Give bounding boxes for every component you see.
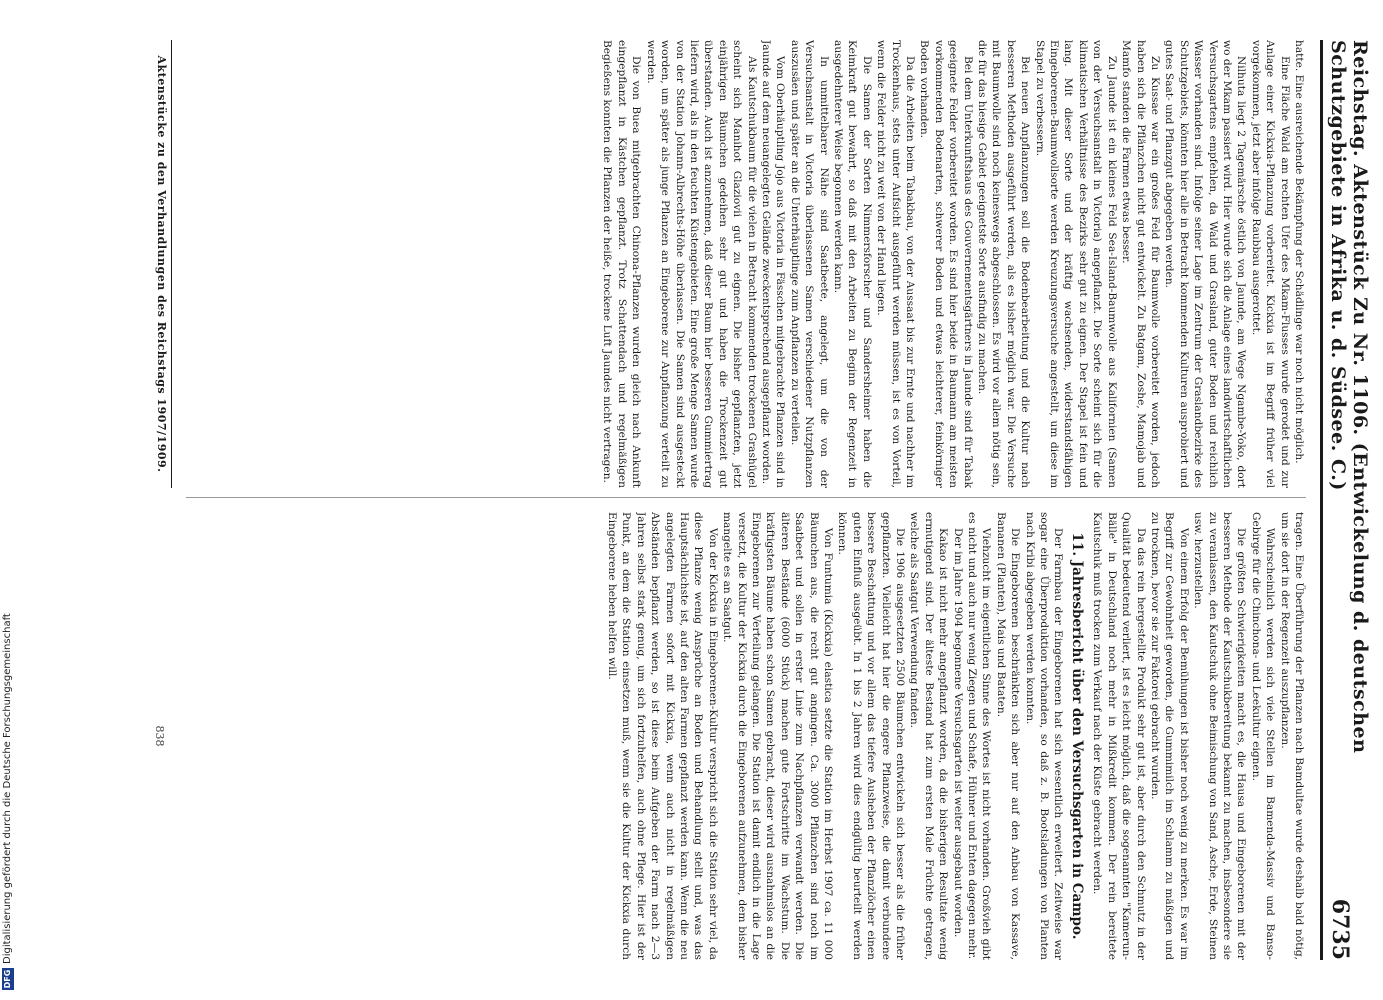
header-title: Reichstag. Aktenstück Zu Nr. 1106. (Entwickelung d. deutschen Schutzgebiete in Afrika u. d. Südsee. C.) <box>1327 40 1371 754</box>
paragraph: Als Kautschukbaum für die vielen in Betracht kommenden trockenen Grashügel scheint sich Manihot Glaziovii gut zu eignen. Die bisher gepflanzten, jetzt einjährigen Bäumchen gedeihen sehr gut und haben die Trockenzeit gut überstanden. Auch ist anzunehmen, daß dieser Baum hier besseren Gummiertrag liefern wird, als in den feuchten Küstengebieten. Eine große Menge Samen wurde von der Station Johann-Albrechts-Höhe überlassen. Die Samen sind ausgesteckt worden, um später als junge Pflanzen an Eingeborene zur Anpflanzung verteilt zu werden. <box>644 40 758 488</box>
paragraph: Der Farmbau der Eingeborenen hat sich wesentlich erweitert. Zeitweise war sogar eine Überproduktion vorhanden, so daß z. B. Bootsladungen von Planten nach Kribi abgegeben werden konnten. <box>1023 512 1065 960</box>
paragraph: Die 1906 ausgesetzten 2500 Bäumchen entwickeln sich besser als die früher gepflanzten. Vielleicht hat hier die engere Pflanzweise, die damit verbundene bessere Beschattung und vor allem das tiefere Ausheben der Pflanzlöcher einen guten Einfluß ausgeübt. In 1 bis 2 Jahren wird dies endgültig beurteilt werden können. <box>836 512 907 960</box>
paragraph: Die Eingeborenen beschränkten sich aber nur auf den Anbau von Kassave, Bananen (Planten), Mais und Bataten. <box>994 512 1022 960</box>
paragraph: Von Funtumia (Kickxia) elastica setzte die Station im Herbst 1907 ca. 11 000 Bäumchen aus, die recht gut angingen. Ca. 3000 Pflänzchen sind noch im Saatbeet und sollen in erster Linie zum Nachpflanzen verwandt werden. Die älteren Bestände (6000 Stück) machen gute Fortschritte im Wachstum. Die kräftigsten Bäume haben schon Samen gebracht, dieser wird ausnahmslos an die Eingeborenen zur Verteilung gelangen. Die Station ist damit endlich in die Lage versetzt, die Kultur der Kickxia durch die Eingeborenen aufzunehmen, dem bisher mangelte es an Saatgut. <box>721 512 834 960</box>
paragraph: Der im Jahre 1904 begonnene Versuchsgarten ist weiter ausgebaut worden. <box>951 528 964 938</box>
paragraph: Da die Arbeiten beim Tabakbau, von der Aussaat bis zur Ernte und nachher im Trockenhaus, stets unter Aufsicht ausgeführt werden müssen, ist es von Vorteil, wenn die Felder nicht zu weit von der Hand liegen. <box>875 40 917 488</box>
footer-number: 838 <box>153 725 166 747</box>
paragraph: Eine Fläche Wald am rechten Ufer des Mkam-Flusses wurde gerodet und zur Anlage einer Kickxia-Pflanzung vorbereitet. Kickxia ist im Begriff früher viel vorgekommen, jetzt aber infolge Raubbau ausgerottet. <box>1249 40 1291 488</box>
paragraph: Nilhuta liegt 2 Tagemärsche östlich von Jaunde, am Wege Ngambe-Yoko, dort wo der Mkam passiert wird. Hier wurde sich die Anlage eines landwirtschaftlichen Versuchsgartens empfehlen, da Wald und Grasland, guter Boden und reichlich Wasser vorhanden sind. Infolge seiner Lage im Zentrum der Graslandbezirke des Schutzgebiets, könnten hier alle in Betracht kommenden Kulturen ausprobiert und gutes Saat- und Pflanzgut abgegeben werden. <box>1163 40 1248 488</box>
paragraph: In unmittelbarer Nähe sind Saatbeete, angelegt, um die von der Versuchsanstalt in Victoria überlassenen Samen verschiedener Nutzpflanzen auszusäen und später an die Unterhäuptlinge zum Anpflanzen zu verteilen. <box>788 40 830 488</box>
right-column <box>186 512 1306 960</box>
section-heading: 11. Jahresbericht über den Versuchsgarten in Campo. <box>1068 532 1085 940</box>
column-divider <box>186 497 1306 498</box>
paragraph: hatte. Eine ausreichende Bekämpfung der Schädlinge war noch nicht möglich. <box>1293 40 1305 464</box>
paragraph: Bei neuen Anpflanzungen soll die Bodenbearbeitung und die Kultur nach besseren Methoden ausgeführt werden, als es bisher möglich war. Die Versuche mit Baumwolle sind noch keineswegs abgeschlossen. Es wird vor allem nötig sein, die für das hiesige Gebiet geeignetste Sorte ausfindig zu machen. <box>976 40 1032 488</box>
page-number: 6735 <box>1327 898 1353 960</box>
paragraph: Bei dem Unterkunftshaus des Gouvernementsgärtners in Jaunde sind für Tabak geeignete Felder vorbereitet worden. Es sind hier beide in Baumann am meisten vorkommenden Bodenarten, schwerer Boden und etwas leichterer, feinkörniger Boden vorhanden. <box>918 40 974 488</box>
digitization-credit <box>0 0 16 1000</box>
paragraph: Zu Jaunde ist ein kleines Feld Sea-Island-Baumwolle aus Kalifornien (Samen von der Versuchsanstalt in Victoria) angepflanzt. Die Sorte scheint sich für die klimatischen Verhältnisse des Bezirks sehr gut zu eignen. Der Stapel ist fein und lang. Mit dieser Sorte und der kräftig wachsenden, widerstandsfähigen Eingeborenen-Baumwollsorte werden Kreuzungsversuche angestellt, um diese im Stapel zu verbessern. <box>1033 40 1118 488</box>
left-column <box>186 40 1306 488</box>
paragraph: Viehzucht im eigentlichen Sinne des Wortes ist nicht vorhanden. Großvieh gibt es nicht und auch nur wenig Ziegen und Schafe, Hühner und Enten dagegen mehr. <box>966 512 993 960</box>
dfg-logo: DFG <box>3 969 12 989</box>
paragraph: tragen. Eine Überführung der Pflanzen nach Bamdultae wurde deshalb bald nötig, um sie dort in der Regenzeit auszupflanzen. <box>1278 512 1305 960</box>
paragraph: Da das rein hergestellte Produkt sehr gut ist, aber durch den Schmutz in der Qualität bedeutend verliert, ist es leicht möglich, daß die sogenannten "Kamerun-Bälle" in Deutschland noch mehr in Mißkredit kommen. Der rein bereitete Kautschuk muß trocken zum Verkauf nach der Küste gebracht werden. <box>1091 512 1147 960</box>
paragraph: Von der Kickxia in Eingeborenen-Kultur verspricht sich die Station sehr viel, da diese Pflanze wenig Ansprüche an Boden und Behandlung stellt und, was das Hauptsächlichste ist, auf den alten Farmen gepflanzt werden kann. Wenn die neu angelegten Farmen sofort mit Kickxia, wenn auch nicht in regelmäßigen Abständen bepflanzt werden, so ist diese beim Aufgeben der Farm nach 2—3 Jahren selbst stark genug, um sich fortzuhelfen, auch ohne Pflege. Hier ist der Punkt, an dem die Station einsetzen muß, wenn sie die Kultur der Kickxia durch Eingeborene heben helfen will. <box>605 512 719 960</box>
document-page <box>80 0 1380 1000</box>
paragraph: Die größten Schwierigkeiten macht es, die Hausa und Eingeborenen mit der besseren Methode der Kautschukbereitung bekannt zu machen, insbesondere sie zu veranlassen, den Kautschuk ohne Beimischung von Sand, Asche, Erde, Steinen usw. herzustellen. <box>1192 512 1248 960</box>
footer-source: Aktenstücke zu den Verhandlungen des Reichstags 1907/1909. <box>155 40 172 488</box>
paragraph: Von einem Erfolg der Bemühungen ist bisher noch wenig zu merken. Es war im Begriff zur Gewohnheit geworden, die Gummimilch im Schlamm zu mäßigen und zu trocknen, bevor sie zur Faktorei gebracht wurden. <box>1148 512 1190 960</box>
paragraph: Wahrscheinlich werden sich viele Stellen im Bamenda-Massiv und Banso-Gebirge für die Chinchona- und Leekultur eignen. <box>1249 512 1277 960</box>
paragraph: Zu Kussae war ein großes Feld für Baumwolle vorbereitet worden, jedoch haben sich die Pflänzchen nicht gut entwickelt. Zu Batgam, Zoshe, Mamojab und Mamfo standen die Farmen etwas besser. <box>1120 40 1161 488</box>
paragraph: Vom Oberhäuptling Jojo aus Victoria in Fässchen mitgebrachte Pflanzen sind in Jaunde auf dem neuangelegten Gelände zweckentsprechend ausgepflanzt worden. <box>759 40 787 488</box>
paragraph: Die von Buea mitgebrachten Chinona-Pflanzen wurden gleich nach Ankunft eingepflanzt in Kästchen gepflanzt. Trotz Schattendach und regelmäßigen Begießens konnten die Pflanzen der heiße, trockene Luft Jaundes nicht vertragen. <box>601 40 643 488</box>
credit-text: Digitalisierung gefördert durch die Deutsche Forschungsgemeinschaft <box>2 613 13 964</box>
paragraph: Die Samen der Sorten Nimmersforscher und Sandersheimer haben die Keimkraft gut bewahrt, so daß mit den Arbeiten zu Beginn der Regenzeit in ausgedehnterer Weise begonnen werden kann. <box>832 40 873 488</box>
paragraph: Kakao ist nicht mehr angepflanzt worden, da die bisherigen Resultate wenig ermutigend sind. Der älteste Bestand hat zum ersten Male Früchte getragen, welche als Saatgut Verwendung fanden. <box>908 512 950 960</box>
page-header <box>1320 40 1372 960</box>
